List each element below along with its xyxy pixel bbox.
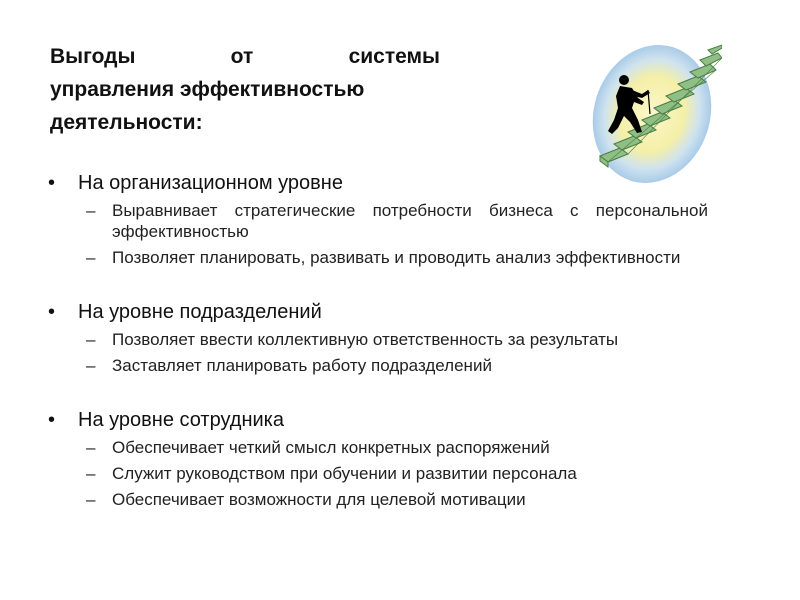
list-item-text: Обеспечивает четкий смысл конкретных распоряжений bbox=[112, 438, 550, 457]
section-department-level bbox=[48, 295, 708, 376]
bullet-heading-text: На организационном уровне bbox=[78, 172, 343, 194]
title-line-2: управления эффективностью bbox=[50, 78, 365, 101]
bullet-heading bbox=[48, 166, 708, 200]
list-item bbox=[48, 489, 708, 510]
sub-list bbox=[48, 437, 708, 510]
dash-marker: – bbox=[86, 248, 96, 267]
bullet-heading-text: На уровне сотрудника bbox=[78, 409, 284, 431]
dash-marker: – bbox=[86, 356, 96, 375]
list-item-text: Обеспечивает возможности для целевой мотивации bbox=[112, 490, 526, 509]
list-item-text: Позволяет ввести коллективную ответственность за результаты bbox=[112, 330, 619, 349]
slide-title bbox=[50, 40, 440, 139]
slide-content bbox=[48, 166, 708, 515]
section-organizational-level bbox=[48, 166, 708, 268]
bullet-heading bbox=[48, 403, 708, 437]
list-item-text: Выравнивает стратегические потребности бизнеса с персональной эффективностью bbox=[112, 201, 708, 241]
dash-marker: – bbox=[86, 330, 96, 349]
dash-marker: – bbox=[86, 201, 96, 220]
bullet-dot: • bbox=[48, 301, 56, 323]
dash-marker: – bbox=[86, 490, 96, 509]
bullet-heading-text: На уровне подразделений bbox=[78, 301, 322, 323]
list-item bbox=[48, 247, 708, 268]
sub-list bbox=[48, 200, 708, 268]
section-employee-level bbox=[48, 403, 708, 510]
title-line-1: Выгоды от системы bbox=[50, 45, 440, 68]
list-item bbox=[48, 329, 708, 350]
list-item-text: Заставляет планировать работу подразделений bbox=[112, 356, 492, 375]
bullet-dot: • bbox=[48, 409, 56, 431]
bullet-dot: • bbox=[48, 172, 56, 194]
list-item bbox=[48, 355, 708, 376]
bullet-heading bbox=[48, 295, 708, 329]
list-item bbox=[48, 463, 708, 484]
list-item bbox=[48, 200, 708, 242]
title-line-3: деятельности: bbox=[50, 111, 203, 134]
dash-marker: – bbox=[86, 464, 96, 483]
list-item-text: Служит руководством при обучении и развитии персонала bbox=[112, 464, 577, 483]
sub-list bbox=[48, 329, 708, 376]
person-climbing-stairs-icon bbox=[592, 36, 722, 186]
dash-marker: – bbox=[86, 438, 96, 457]
list-item bbox=[48, 437, 708, 458]
list-item-text: Позволяет планировать, развивать и проводить анализ эффективности bbox=[112, 248, 681, 267]
